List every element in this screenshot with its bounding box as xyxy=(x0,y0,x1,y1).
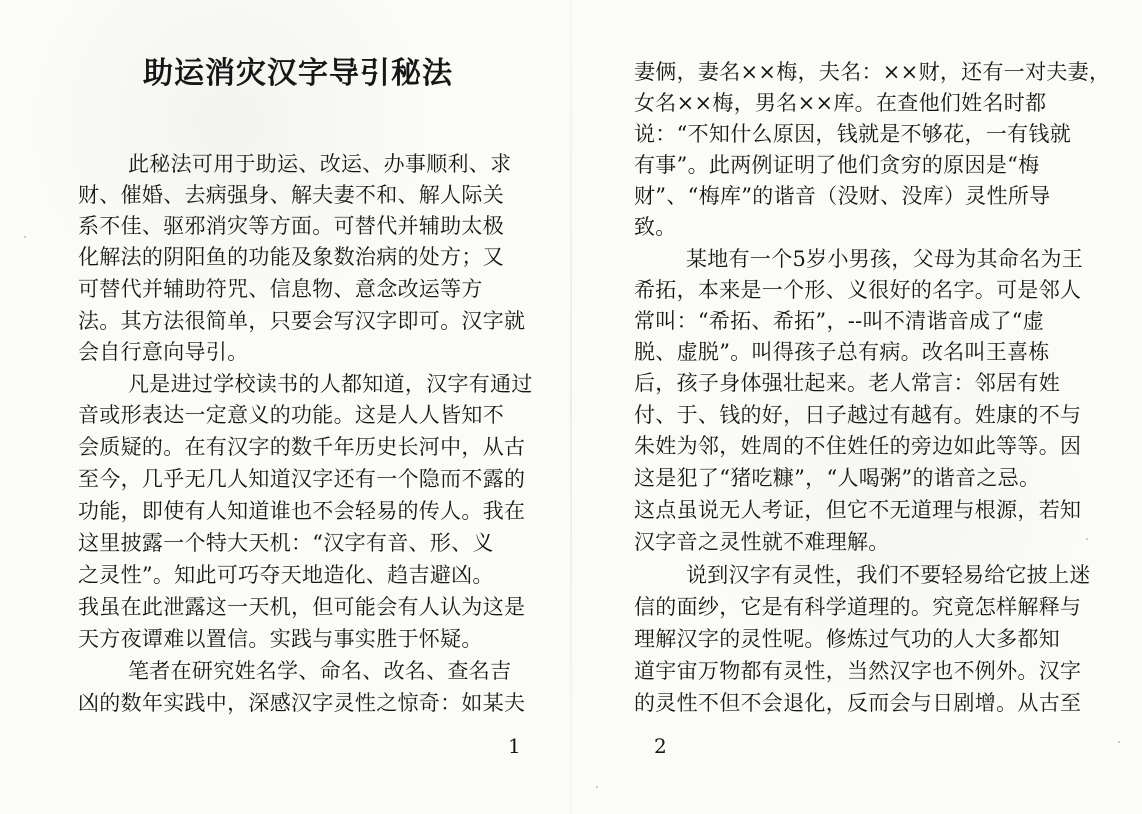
left-line-6: 法。其方法很简单，只要会写汉字即可。汉字就 xyxy=(78,309,526,333)
scan-speck xyxy=(596,786,598,788)
scan-speck xyxy=(1118,741,1120,743)
left-page-number: 1 xyxy=(508,734,521,758)
left-line-2: 财、催婚、去病强身、解夫妻不和、解人际关 xyxy=(78,183,504,207)
right-line-6: 致。 xyxy=(634,215,677,239)
right-line-7: 某地有一个5岁小男孩，父母为其命名为王 xyxy=(686,247,1084,271)
left-line-4: 化解法的阴阳鱼的功能及象数治病的处方；又 xyxy=(78,245,504,269)
right-page xyxy=(572,0,1142,814)
right-line-8: 希拓，本来是一个形、义很好的名字。可是邻人 xyxy=(634,278,1082,302)
right-line-4: 有事”。此两例证明了他们贪穷的原因是“梅 xyxy=(634,153,1040,177)
left-line-11: 至今，几乎无几人知道汉字还有一个隐而不露的 xyxy=(78,467,526,491)
left-line-1: 此秘法可用于助运、改运、办事顺利、求 xyxy=(128,152,512,176)
left-page xyxy=(0,0,570,814)
scan-speck xyxy=(24,236,26,238)
left-line-14: 之灵性”。知此可巧夺天地造化、趋吉避凶。 xyxy=(78,563,494,587)
right-line-18: 信的面纱，它是有科学道理的。究竟怎样解释与 xyxy=(634,595,1082,619)
right-line-17: 说到汉字有灵性，我们不要轻易给它披上迷 xyxy=(686,563,1091,587)
right-line-21: 的灵性不但不会退化，反而会与日剧增。从古至 xyxy=(634,691,1082,715)
left-line-17: 笔者在研究姓名学、命名、改名、查名吉 xyxy=(128,659,512,683)
left-line-7: 会自行意向导引。 xyxy=(78,340,249,364)
left-line-16: 天方夜谭难以置信。实践与事实胜于怀疑。 xyxy=(78,627,483,651)
left-line-9: 音或形表达一定意义的功能。这是人人皆知不 xyxy=(78,403,504,427)
right-line-1: 妻俩，妻名××梅，夫名：××财，还有一对夫妻， xyxy=(634,60,1111,84)
right-line-20: 道宇宙万物都有灵性，当然汉字也不例外。汉字 xyxy=(634,659,1082,683)
right-line-9: 常叫：“希拓、希拓”，--叫不清谐音成了“虚 xyxy=(634,309,1044,333)
right-line-2: 女名××梅，男名××库。在查他们姓名时都 xyxy=(634,91,1047,115)
right-line-16: 汉字音之灵性就不难理解。 xyxy=(634,530,890,554)
left-line-15: 我虽在此泄露这一天机，但可能会有人认为这是 xyxy=(78,595,526,619)
right-line-3: 说：“不知什么原因，钱就是不够花，一有钱就 xyxy=(634,122,1072,146)
right-line-5: 财”、“梅库”的谐音（没财、没库）灵性所导 xyxy=(634,184,1051,208)
scan-speck xyxy=(88,708,90,710)
right-line-19: 理解汉字的灵性呢。修炼过气功的人大多都知 xyxy=(634,627,1060,651)
left-line-13: 这里披露一个特大天机：“汉字有音、形、义 xyxy=(78,531,494,555)
left-line-10: 会质疑的。在有汉字的数千年历史长河中，从古 xyxy=(78,435,526,459)
left-line-12: 功能，即使有人知道谁也不会轻易的传人。我在 xyxy=(78,499,526,523)
right-line-11: 后，孩子身体强壮起来。老人常言：邻居有姓 xyxy=(634,371,1060,395)
right-line-13: 朱姓为邻，姓周的不住姓任的旁边如此等等。因 xyxy=(634,434,1082,458)
right-line-12: 付、于、钱的好，日子越过有越有。姓康的不与 xyxy=(634,403,1082,427)
left-line-18: 凶的数年实践中，深感汉字灵性之惊奇：如某夫 xyxy=(78,691,526,715)
right-line-15: 这点虽说无人考证，但它不无道理与根源，若知 xyxy=(634,498,1082,522)
right-page-number: 2 xyxy=(654,734,667,758)
left-line-5: 可替代并辅助符咒、信息物、意念改运等方 xyxy=(78,277,483,301)
page-title: 助运消灾汉字导引秘法 xyxy=(143,56,453,91)
left-line-3: 系不佳、驱邪消灾等方面。可替代并辅助太极 xyxy=(78,214,504,238)
scan-speck xyxy=(1086,538,1088,540)
right-line-14: 这是犯了“猪吃糠”，“人喝粥”的谐音之忌。 xyxy=(634,466,1041,490)
right-line-10: 脱、虚脱”。叫得孩子总有病。改名叫王喜栋 xyxy=(634,340,1050,364)
left-line-8: 凡是进过学校读书的人都知道，汉字有通过 xyxy=(128,372,533,396)
